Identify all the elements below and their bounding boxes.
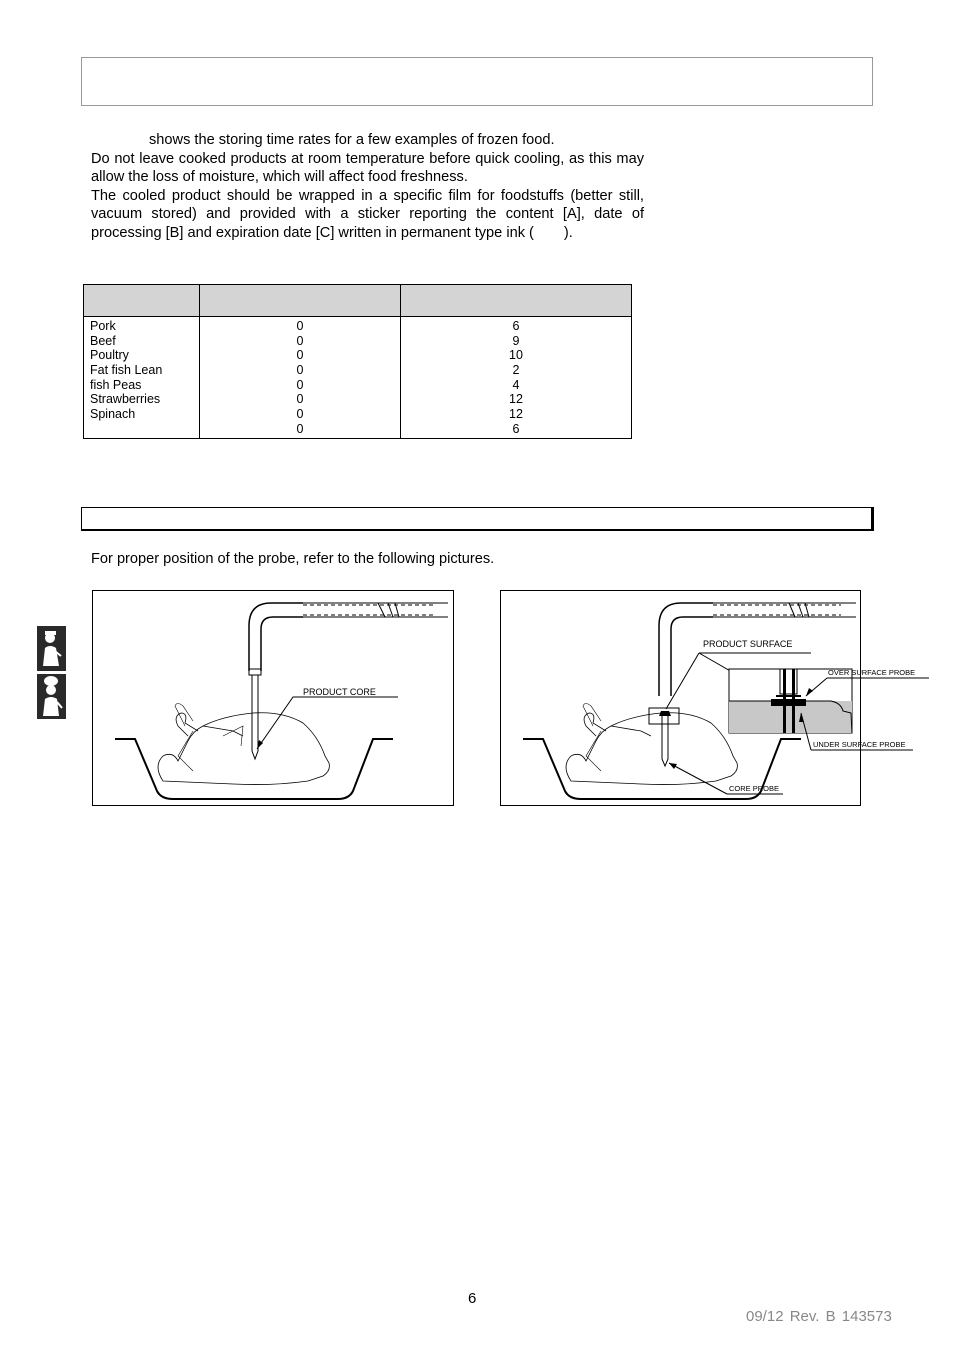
core-probe-label: CORE PROBE — [729, 784, 780, 793]
table-row — [84, 317, 632, 439]
food-name: Strawberries — [90, 392, 161, 407]
probe-cable — [659, 603, 713, 696]
food-column — [84, 317, 200, 439]
section-title-box — [81, 507, 874, 531]
value-column-2 — [200, 317, 401, 439]
probe-handle — [713, 603, 856, 617]
food-name: Beef — [90, 333, 116, 348]
pan — [115, 739, 393, 799]
under-surface-label: UNDER SURFACE PROBE — [813, 740, 906, 749]
table-value: 10 — [509, 348, 523, 363]
table-value: 9 — [512, 333, 520, 348]
table-value: 4 — [512, 377, 520, 392]
table-header-cell — [84, 285, 200, 317]
food-name: Poultry — [90, 348, 129, 363]
table-value: 0 — [296, 421, 304, 436]
chef-icon — [37, 626, 66, 671]
table-value: 0 — [296, 319, 304, 333]
food-name: Pork — [90, 319, 116, 333]
probe-needle — [252, 675, 258, 759]
table-value: 0 — [296, 363, 304, 378]
table-value: 12 — [509, 407, 523, 422]
value-column-3 — [401, 317, 632, 439]
intro-line-1: shows the storing time rates for a few examples of frozen food. — [149, 132, 555, 148]
probe-instruction: For proper position of the probe, refer to the following pictures. — [91, 551, 495, 567]
table-header-row — [84, 285, 632, 317]
food-name: fish Peas — [90, 377, 142, 392]
storage-time-table — [83, 284, 632, 439]
table-value: 6 — [512, 319, 520, 333]
table-value: 0 — [296, 377, 304, 392]
over-surface-label: OVER SURFACE PROBE — [828, 668, 916, 677]
table-value: 0 — [296, 392, 304, 407]
table-value: 0 — [296, 333, 304, 348]
probe-surface-figure — [500, 590, 916, 806]
probe-cable — [249, 603, 303, 671]
table-value: 0 — [296, 348, 304, 363]
probe-handle — [303, 603, 448, 617]
intro-paragraph-3: The cooled product should be wrapped in a specific film for foodstuffs (better still, vacuum stored) and provided with a sticker reporting the content [A], date of processing [B] and expiration date [C] written in permanent type ink ( ). — [91, 187, 644, 241]
page-number: 6 — [468, 1290, 477, 1307]
pointer-line — [257, 697, 398, 749]
table-value: 2 — [512, 363, 520, 378]
food-name: Spinach — [90, 407, 136, 422]
intro-text — [91, 131, 644, 242]
table-value: 12 — [509, 392, 523, 407]
header-box — [81, 57, 873, 106]
table-value: 0 — [296, 407, 304, 422]
table-value: 6 — [512, 421, 520, 436]
table-header-cell — [401, 285, 632, 317]
product-surface-label: PRODUCT SURFACE — [703, 639, 793, 649]
food-name: Fat fish Lean — [90, 363, 163, 378]
product-core-label: PRODUCT CORE — [303, 687, 376, 697]
intro-paragraph-2: Do not leave cooked products at room temperature before quick cooling, as this may allow the loss of moisture, which will affect food freshness. — [91, 150, 644, 185]
revision-code: 09/12 Rev. B 143573 — [746, 1308, 892, 1325]
probe-needle — [662, 711, 668, 766]
cook-icon — [37, 674, 66, 719]
table-header-cell — [200, 285, 401, 317]
probe-core-figure — [92, 590, 454, 806]
